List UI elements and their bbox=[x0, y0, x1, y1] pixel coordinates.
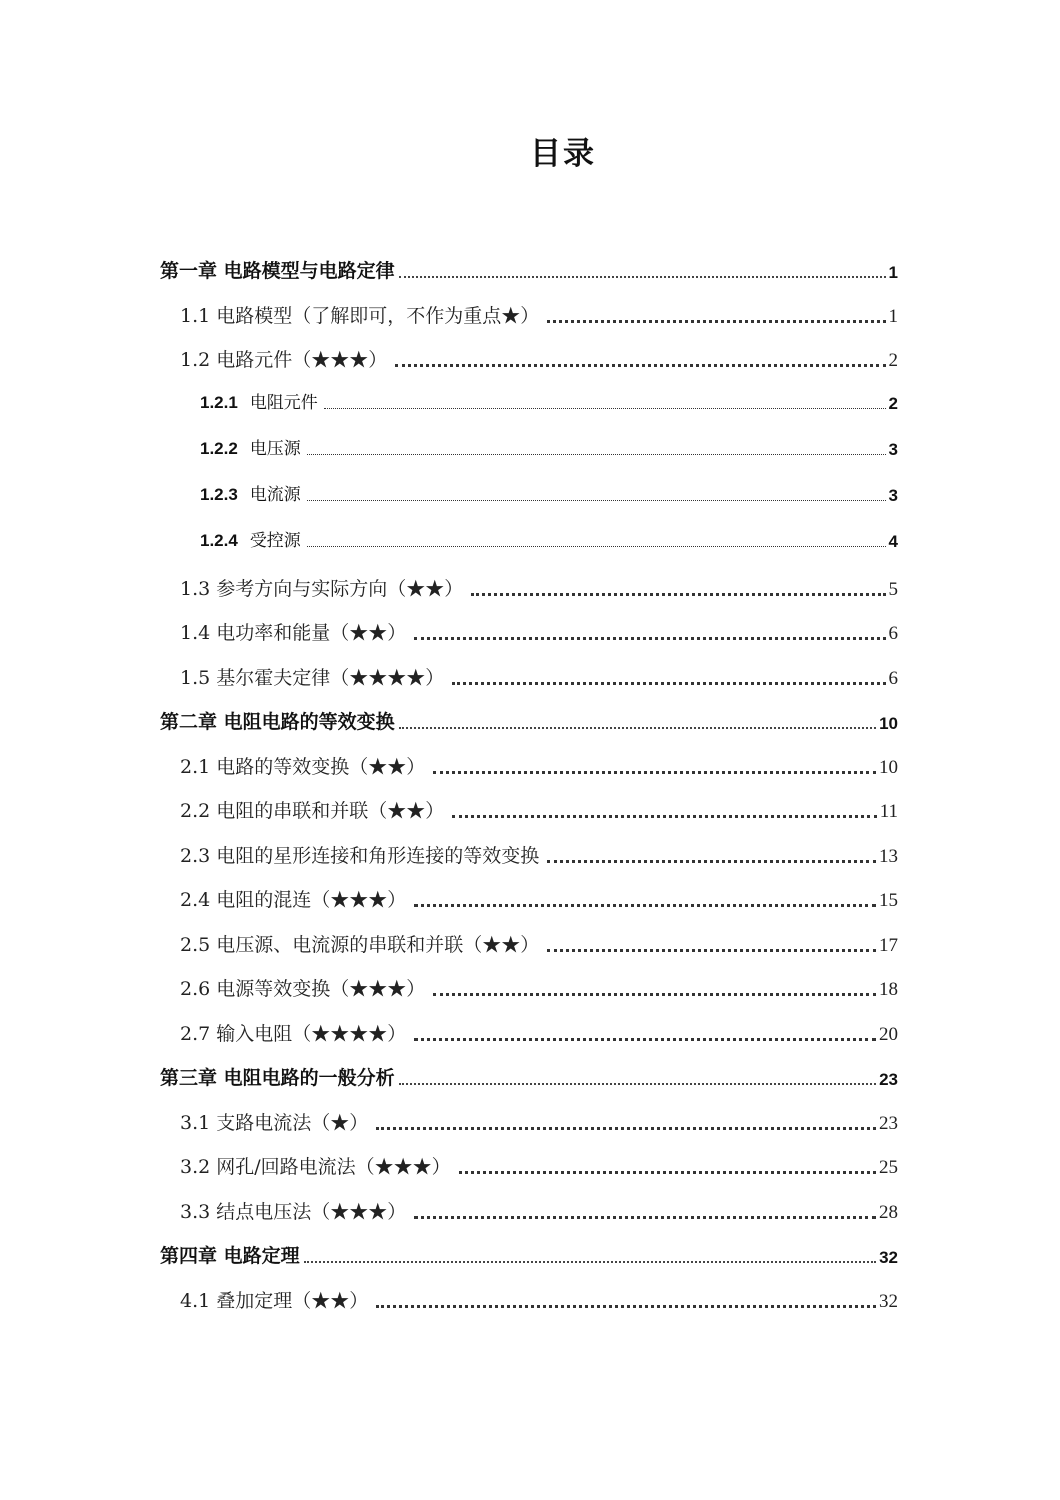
toc-page-number: 32 bbox=[879, 1248, 898, 1267]
dot-leader bbox=[452, 678, 885, 685]
toc-entry-level2[interactable] bbox=[180, 351, 898, 370]
toc-entry-label: 第四章 电路定理 bbox=[160, 1245, 300, 1267]
toc-section-title: 电阻元件 bbox=[249, 393, 318, 413]
toc-entry-level2[interactable] bbox=[180, 307, 898, 326]
dot-leader bbox=[452, 811, 876, 818]
toc-section-title: 受控源 bbox=[249, 531, 301, 551]
toc-entry-level2[interactable] bbox=[180, 580, 898, 599]
toc-entry-label: 4.1 叠加定理（★★） bbox=[180, 1290, 369, 1312]
dot-leader bbox=[399, 1079, 876, 1085]
toc-page-number: 17 bbox=[879, 935, 898, 956]
toc-page-number: 11 bbox=[879, 801, 898, 822]
toc-entry-level2[interactable] bbox=[180, 847, 898, 866]
toc-entry-level2[interactable] bbox=[180, 624, 898, 643]
dot-leader bbox=[414, 900, 876, 907]
toc-entry-label: 第一章 电路模型与电路定律 bbox=[160, 260, 395, 282]
toc-entry-label: 2.5 电压源、电流源的串联和并联（★★） bbox=[180, 934, 540, 956]
toc-section-number: 1.2.4 bbox=[200, 531, 238, 550]
toc-page-number: 23 bbox=[879, 1113, 898, 1134]
toc-page-number: 3 bbox=[888, 440, 898, 459]
toc-entry-label bbox=[200, 394, 318, 412]
dot-leader bbox=[433, 767, 876, 774]
toc-page-number: 1 bbox=[888, 306, 898, 327]
toc-entry-label: 2.1 电路的等效变换（★★） bbox=[180, 756, 426, 778]
dot-leader bbox=[324, 404, 886, 409]
toc-entry-level2[interactable] bbox=[180, 1203, 898, 1222]
toc-entry-label: 3.2 网孔/回路电流法（★★★） bbox=[180, 1156, 451, 1178]
dot-leader bbox=[547, 856, 876, 863]
toc-page-number: 25 bbox=[879, 1157, 898, 1178]
toc-entry-level2[interactable] bbox=[180, 891, 898, 910]
dot-leader bbox=[399, 272, 886, 278]
toc-page-number: 13 bbox=[879, 846, 898, 867]
toc-entry-label: 第二章 电阻电路的等效变换 bbox=[160, 711, 395, 733]
dot-leader bbox=[547, 945, 876, 952]
toc-section-number: 1.2.2 bbox=[200, 439, 238, 458]
dot-leader bbox=[395, 360, 885, 367]
toc-page-number: 23 bbox=[879, 1070, 898, 1089]
toc-page-number: 2 bbox=[888, 350, 898, 371]
toc-entry-label: 1.5 基尔霍夫定律（★★★★） bbox=[180, 667, 445, 689]
toc-entry-label bbox=[200, 532, 301, 550]
toc-section-title: 电压源 bbox=[249, 439, 301, 459]
toc-page-number: 2 bbox=[888, 394, 898, 413]
dot-leader bbox=[471, 589, 885, 596]
toc-entry-label: 1.1 电路模型（了解即可，不作为重点★） bbox=[180, 305, 540, 327]
toc-entry-level2[interactable] bbox=[180, 980, 898, 999]
dot-leader bbox=[414, 1212, 876, 1219]
toc-entry-label: 1.2 电路元件（★★★） bbox=[180, 349, 388, 371]
toc-entry-level2[interactable] bbox=[180, 1114, 898, 1133]
toc-entry-label: 3.1 支路电流法（★） bbox=[180, 1112, 369, 1134]
toc-page-number: 4 bbox=[888, 532, 898, 551]
dot-leader bbox=[304, 1257, 876, 1263]
toc-page-number: 28 bbox=[879, 1202, 898, 1223]
toc-section-number: 1.2.3 bbox=[200, 485, 238, 504]
dot-leader bbox=[307, 542, 886, 547]
toc-entry-label: 2.2 电阻的串联和并联（★★） bbox=[180, 800, 445, 822]
toc-page-number: 15 bbox=[879, 890, 898, 911]
toc-entry-level2[interactable] bbox=[180, 936, 898, 955]
toc-entry-level2[interactable] bbox=[180, 1025, 898, 1044]
toc-entry-label: 2.3 电阻的星形连接和角形连接的等效变换 bbox=[180, 845, 540, 867]
dot-leader bbox=[307, 450, 886, 455]
dot-leader bbox=[414, 1034, 876, 1041]
toc-page-number: 5 bbox=[888, 579, 898, 600]
toc-page-number: 32 bbox=[879, 1291, 898, 1312]
toc-entry-label: 2.4 电阻的混连（★★★） bbox=[180, 889, 407, 911]
toc-entry-label: 第三章 电阻电路的一般分析 bbox=[160, 1067, 395, 1089]
toc-entry-label bbox=[200, 486, 301, 504]
toc-section-number: 1.2.1 bbox=[200, 393, 238, 412]
toc-page-number: 6 bbox=[888, 623, 898, 644]
dot-leader bbox=[307, 496, 886, 501]
toc-page-number: 10 bbox=[879, 714, 898, 733]
toc-page-number: 3 bbox=[888, 486, 898, 505]
dot-leader bbox=[399, 723, 876, 729]
toc-entry-level2[interactable] bbox=[180, 1292, 898, 1311]
toc-page-number: 1 bbox=[888, 263, 898, 282]
toc-section-title: 电流源 bbox=[249, 485, 301, 505]
dot-leader bbox=[547, 316, 885, 323]
dot-leader bbox=[433, 989, 876, 996]
toc-entry-level2[interactable] bbox=[180, 758, 898, 777]
toc-entry-label: 2.6 电源等效变换（★★★） bbox=[180, 978, 426, 1000]
toc-page-number: 6 bbox=[888, 668, 898, 689]
dot-leader bbox=[459, 1167, 876, 1174]
toc-entry-label: 1.3 参考方向与实际方向（★★） bbox=[180, 578, 464, 600]
toc-entry-level1[interactable] bbox=[160, 1069, 898, 1088]
toc-entry-level3[interactable] bbox=[200, 486, 898, 504]
toc-page-number: 10 bbox=[879, 757, 898, 778]
toc-entry-level3[interactable] bbox=[200, 394, 898, 412]
toc-entry-label: 3.3 结点电压法（★★★） bbox=[180, 1201, 407, 1223]
toc-entry-level3[interactable] bbox=[200, 440, 898, 458]
dot-leader bbox=[376, 1301, 876, 1308]
dot-leader bbox=[414, 633, 885, 640]
toc-entry-level1[interactable] bbox=[160, 262, 898, 281]
toc-entry-level2[interactable] bbox=[180, 802, 898, 821]
dot-leader bbox=[376, 1123, 876, 1130]
toc-entry-level3[interactable] bbox=[200, 532, 898, 550]
toc-page-number: 18 bbox=[879, 979, 898, 1000]
toc-entry-level2[interactable] bbox=[180, 1158, 898, 1177]
toc-page-number: 20 bbox=[879, 1024, 898, 1045]
toc-title: 目录 bbox=[530, 136, 596, 172]
toc-entry-label bbox=[200, 440, 301, 458]
toc-entry-level2[interactable] bbox=[180, 669, 898, 688]
toc-entry-level1[interactable] bbox=[160, 1247, 898, 1266]
toc-entry-label: 1.4 电功率和能量（★★） bbox=[180, 622, 407, 644]
toc-entry-label: 2.7 输入电阻（★★★★） bbox=[180, 1023, 407, 1045]
toc-entry-level1[interactable] bbox=[160, 713, 898, 732]
